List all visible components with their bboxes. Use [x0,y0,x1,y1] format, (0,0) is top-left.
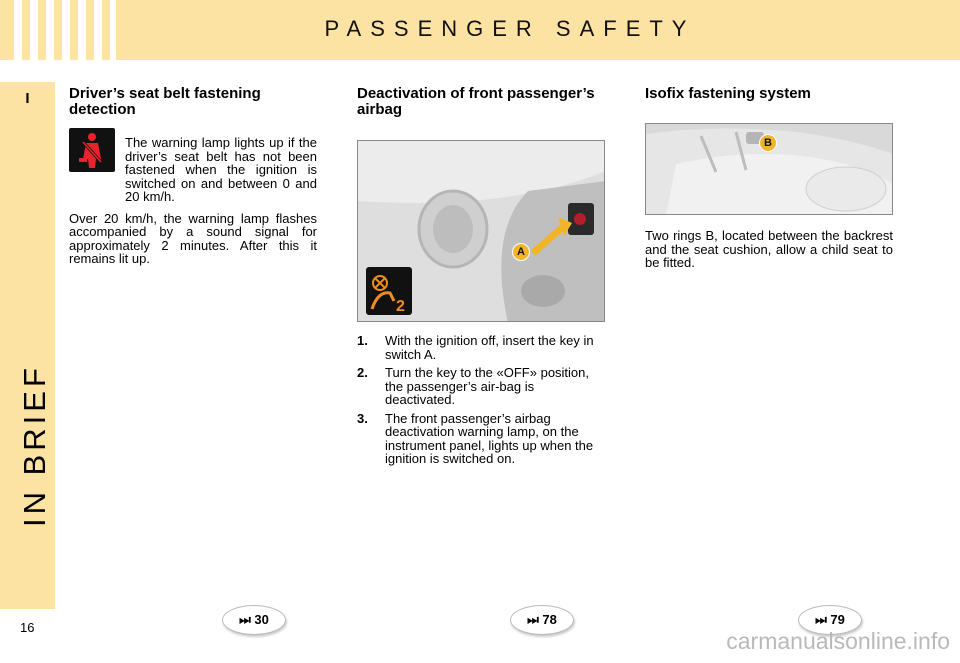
watermark: carmanualsonline.info [726,628,950,654]
page-header [0,0,960,60]
seat-belt-section [69,86,317,266]
dashboard-illustration [358,141,605,322]
seat-belt-warning-icon [69,128,115,172]
step-text: Turn the key to the «OFF» position, the passenger’s air-bag is deactivated. [385,365,590,407]
section-heading: Isofix fastening system [645,85,811,102]
section-heading: Deactivation of front passenger’s airbag [357,85,595,118]
page-number: 16 [20,620,35,635]
airbag-switch-photo [357,140,605,322]
chapter-sidebar [0,82,55,609]
chapter-number: I [25,90,30,107]
section-heading: Driver’s seat belt fastening detection [69,85,261,118]
list-item: 3. The front passenger’s airbag deactivation warning lamp, on the instrument panel, lights up when the ignition is switched on. [357,412,605,466]
airbag-steps [357,334,605,466]
seat-belt-text-2: Over 20 km/h, the warning lamp flashes accompanied by a sound signal for approximately 2 minutes. After this it remains lit up. [69,210,317,266]
header-stripe [110,0,116,60]
svg-text:2: 2 [396,298,405,315]
isofix-photo [645,123,893,215]
page-reference-30[interactable]: ⏭ 30 [222,605,286,635]
callout-badge-a: A [512,243,530,261]
isofix-text: Two rings B, located between the backrest and the seat cushion, allow a child seat to be fitted. [645,228,893,270]
list-item: 1. With the ignition off, insert the key in switch A. [357,334,605,361]
isofix-section [645,86,893,270]
header-stripe [62,0,70,60]
callout-badge-b: B [759,134,777,152]
header-stripe [94,0,102,60]
step-text: With the ignition off, insert the key in switch A. [385,333,594,362]
header-stripe [78,0,86,60]
page-reference-78[interactable]: ⏭ 78 [510,605,574,635]
step-text: The front passenger’s airbag deactivation warning lamp, on the instrument panel, lights up when the ignition is switched on. [385,410,594,466]
chapter-label: IN BRIEF [17,364,52,527]
page-reference-79[interactable]: ⏭ 79 [798,605,862,635]
list-item: 2. Turn the key to the «OFF» position, the passenger’s air-bag is deactivated. [357,366,605,407]
seat-belt-text: The warning lamp lights up if the driver’s seat belt has not been fastened when the ignition is switched on and between 0 and 20 km/h. [125,135,317,204]
airbag-section [357,86,605,471]
page-title: PASSENGER SAFETY [324,16,696,41]
